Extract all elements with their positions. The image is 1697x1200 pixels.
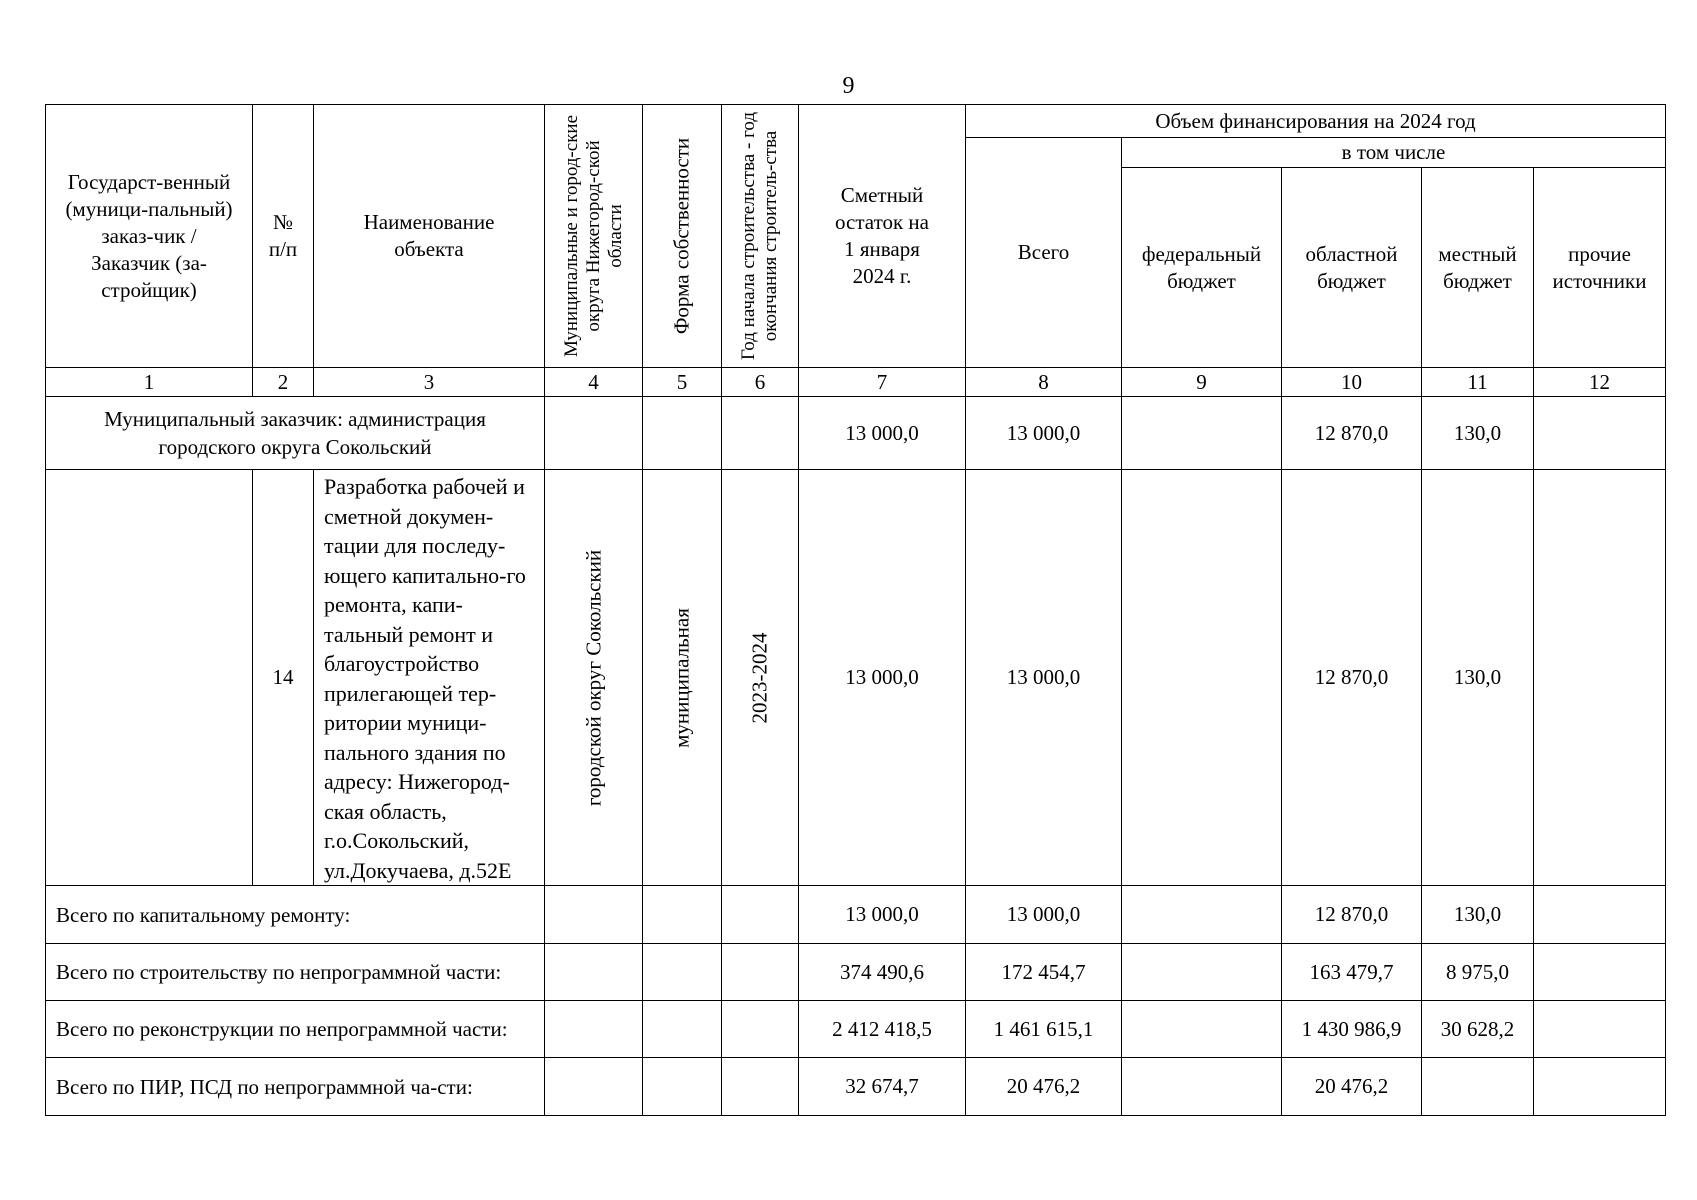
header-estimate-balance: Сметный остаток на 1 января 2024 г. <box>799 105 966 368</box>
estimate-value: 2 412 418,5 <box>799 1001 966 1058</box>
other-value <box>1534 886 1666 944</box>
other-value <box>1534 470 1666 886</box>
empty-cell <box>545 886 643 944</box>
empty-cell <box>643 1001 722 1058</box>
estimate-value: 13 000,0 <box>799 886 966 944</box>
header-financing-title: Объем финансирования на 2024 год <box>966 105 1666 138</box>
total-value: 13 000,0 <box>966 397 1122 470</box>
regional-value: 1 430 986,9 <box>1282 1001 1422 1058</box>
column-number: 5 <box>643 368 722 397</box>
estimate-value: 13 000,0 <box>799 470 966 886</box>
local-value: 130,0 <box>1422 470 1534 886</box>
financing-table-frame <box>45 104 1665 1104</box>
summary-row <box>46 886 1666 944</box>
regional-value: 12 870,0 <box>1282 397 1422 470</box>
column-numbers-row <box>46 368 1666 397</box>
regional-value: 12 870,0 <box>1282 470 1422 886</box>
federal-value <box>1122 1058 1282 1116</box>
summary-label: Всего по реконструкции по непрограммной части: <box>46 1001 545 1058</box>
header-number: № п/п <box>253 105 314 368</box>
local-value: 8 975,0 <box>1422 944 1534 1001</box>
empty-cell <box>722 886 799 944</box>
federal-value <box>1122 470 1282 886</box>
financing-table <box>45 104 1666 1116</box>
empty-cell <box>545 944 643 1001</box>
total-value: 1 461 615,1 <box>966 1001 1122 1058</box>
federal-value <box>1122 1001 1282 1058</box>
object-ownership: муниципальная <box>643 470 722 886</box>
object-name: Разработка рабочей и сметной докумен-тации для последу-ющего капитально-го ремонта, капи-тальный ремонт и благоустройство прилегающей тер-ритории муници-пального здания по адресу: Нижегород-ская область, г.о.Сокольский, ул.Докучаева, д.52Е <box>314 470 545 886</box>
object-number: 14 <box>253 470 314 886</box>
header-including: в том числе <box>1122 138 1666 168</box>
column-number: 3 <box>314 368 545 397</box>
regional-value: 20 476,2 <box>1282 1058 1422 1116</box>
header-regional: областной бюджет <box>1282 168 1422 368</box>
page-number: 9 <box>842 73 855 99</box>
empty-cell <box>643 1058 722 1116</box>
header-federal: федеральный бюджет <box>1122 168 1282 368</box>
estimate-value: 32 674,7 <box>799 1058 966 1116</box>
empty-cell <box>722 944 799 1001</box>
header-ownership: Форма собственности <box>643 105 722 368</box>
local-value <box>1422 1058 1534 1116</box>
column-number: 2 <box>253 368 314 397</box>
total-value: 20 476,2 <box>966 1058 1122 1116</box>
estimate-value: 374 490,6 <box>799 944 966 1001</box>
object-row <box>46 470 1666 886</box>
federal-value <box>1122 886 1282 944</box>
other-value <box>1534 944 1666 1001</box>
empty-cell <box>545 397 643 470</box>
customer-label: Муниципальный заказчик: администрация городского округа Сокольский <box>46 397 545 470</box>
header-local: местный бюджет <box>1422 168 1534 368</box>
header-years: Год начала строительства - год окончания строитель-ства <box>722 105 799 368</box>
other-value <box>1534 397 1666 470</box>
column-number: 1 <box>46 368 253 397</box>
empty-cell <box>643 886 722 944</box>
empty-cell <box>545 1058 643 1116</box>
regional-value: 12 870,0 <box>1282 886 1422 944</box>
column-number: 8 <box>966 368 1122 397</box>
estimate-value: 13 000,0 <box>799 397 966 470</box>
header-total: Всего <box>966 138 1122 368</box>
column-number: 9 <box>1122 368 1282 397</box>
empty-cell <box>46 470 253 886</box>
header-object-name: Наименование объекта <box>314 105 545 368</box>
other-value <box>1534 1058 1666 1116</box>
empty-cell <box>722 1001 799 1058</box>
empty-cell <box>643 944 722 1001</box>
regional-value: 163 479,7 <box>1282 944 1422 1001</box>
federal-value <box>1122 944 1282 1001</box>
column-number: 6 <box>722 368 799 397</box>
column-number: 7 <box>799 368 966 397</box>
empty-cell <box>643 397 722 470</box>
header-row-1 <box>46 105 1666 138</box>
summary-row <box>46 1001 1666 1058</box>
empty-cell <box>545 1001 643 1058</box>
column-number: 4 <box>545 368 643 397</box>
total-value: 13 000,0 <box>966 470 1122 886</box>
object-years: 2023-2024 <box>722 470 799 886</box>
total-value: 172 454,7 <box>966 944 1122 1001</box>
column-number: 11 <box>1422 368 1534 397</box>
other-value <box>1534 1001 1666 1058</box>
summary-row <box>46 944 1666 1001</box>
empty-cell <box>722 1058 799 1116</box>
column-number: 12 <box>1534 368 1666 397</box>
local-value: 30 628,2 <box>1422 1001 1534 1058</box>
header-municipality: Муниципальные и город-ские округа Нижегород-ской области <box>545 105 643 368</box>
local-value: 130,0 <box>1422 886 1534 944</box>
summary-label: Всего по ПИР, ПСД по непрограммной ча-сти: <box>46 1058 545 1116</box>
summary-label: Всего по строительству по непрограммной части: <box>46 944 545 1001</box>
total-value: 13 000,0 <box>966 886 1122 944</box>
summary-label: Всего по капитальному ремонту: <box>46 886 545 944</box>
object-municipality: городской округ Сокольский <box>545 470 643 886</box>
local-value: 130,0 <box>1422 397 1534 470</box>
header-other: прочие источники <box>1534 168 1666 368</box>
summary-row <box>46 1058 1666 1116</box>
empty-cell <box>722 397 799 470</box>
column-number: 10 <box>1282 368 1422 397</box>
federal-value <box>1122 397 1282 470</box>
header-customer: Государст-венный (муници-пальный) заказ-чик / Заказчик (за-стройщик) <box>46 105 253 368</box>
customer-row <box>46 397 1666 470</box>
